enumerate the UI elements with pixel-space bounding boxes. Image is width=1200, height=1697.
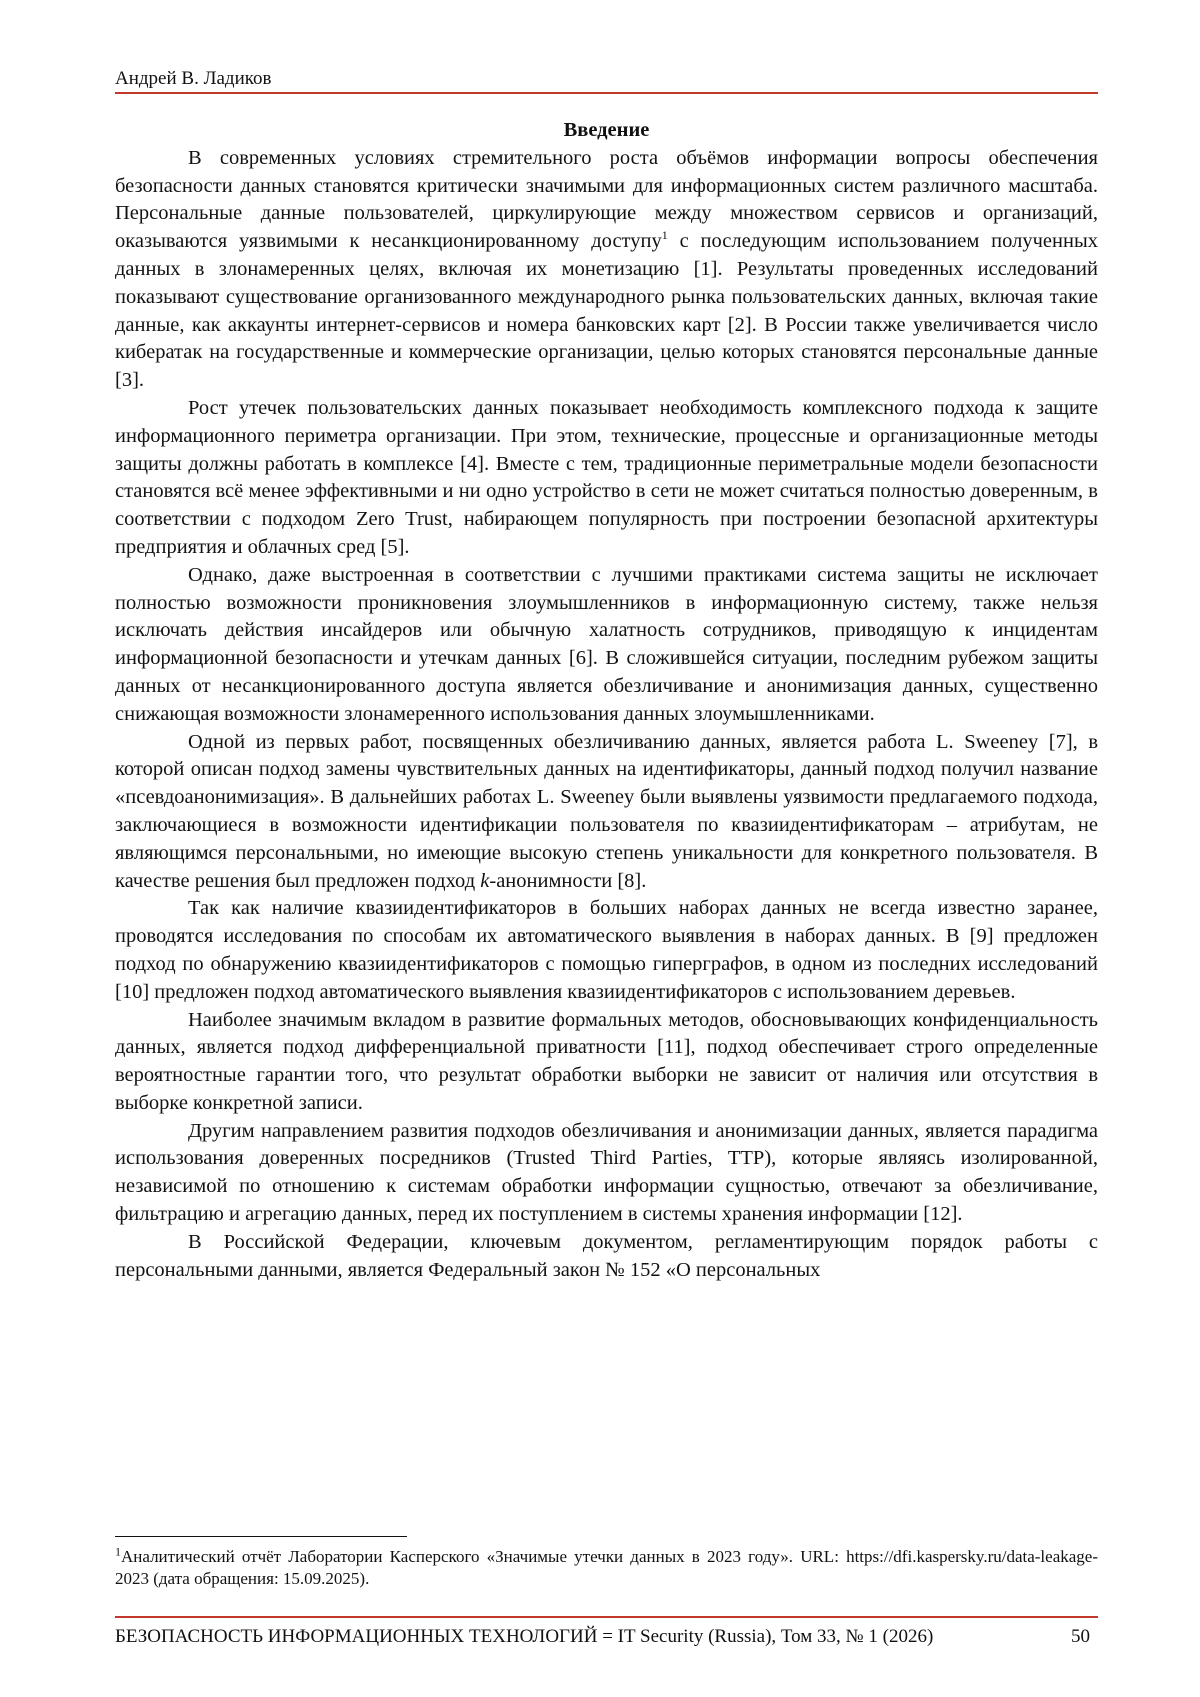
paragraph-4: [115, 729, 1098, 896]
journal-title: БЕЗОПАСНОСТЬ ИНФОРМАЦИОННЫХ ТЕХНОЛОГИЙ = IT Security (Russia), Том 33, № 1 (2026): [115, 1626, 934, 1647]
section-title: Введение: [563, 119, 650, 141]
footnote-text: Аналитический отчёт Лаборатории Касперского «Значимые утечки данных в 2023 году». URL: https://dfi.kaspersky.ru/data-leakage-2023 (дата обращения: 15.09.2025).: [115, 1547, 1098, 1588]
footnote-reference[interactable]: 1: [661, 228, 668, 243]
paragraph-4-text-b: -анонимности [8].: [489, 869, 647, 892]
footer-rule: [115, 1616, 1098, 1618]
header-rule: [115, 92, 1098, 94]
paragraph-1: [115, 145, 1098, 395]
footnote-separator: [115, 1536, 407, 1537]
running-header-author: Андрей В. Ладиков: [115, 68, 272, 89]
paragraph-8: В Российской Федерации, ключевым документом, регламентирующим порядок работы с персональными данными, является Федеральный закон № 152 «О персональных: [115, 1230, 1098, 1281]
paragraph-1-text-b: с последующим использованием полученных данных в злонамеренных целях, включая их монетизацию [1]. Результаты проведенных исследований показывают существование организованного международного рынка пользовательских данных, включая такие данные, как аккаунты интернет-сервисов и номера банковских карт [2]. В России также увеличивается число кибератак на государственные и коммерческие организации, целью которых становятся персональные данные [3].: [115, 230, 1098, 392]
running-footer: [115, 1625, 1098, 1649]
page-number: 50: [1071, 1626, 1090, 1647]
footnote-marker: 1: [115, 1544, 121, 1559]
paragraph-5: Так как наличие квазиидентификаторов в больших наборах данных не всегда известно заранее, проводятся исследования по способам их автоматического выявления в наборах данных. В [9] предложен подход по обнаружению квазиидентификаторов с помощью гиперграфов, в одном из последних исследований [10] предложен подход автоматического выявления квазиидентификаторов с использованием деревьев.: [115, 897, 1098, 1003]
paragraph-3: Однако, даже выстроенная в соответствии с лучшими практиками система защиты не исключает полностью возможности проникновения злоумышленников в информационную систему, также нельзя исключать действия инсайдеров или обычную халатность сотрудников, приводящую к инцидентам информационной безопасности и утечкам данных [6]. В сложившейся ситуации, последним рубежом защиты данных от несанкционированного доступа является обезличивание и анонимизация данных, существенно снижающая возможности злонамеренного использования данных злоумышленниками.: [115, 563, 1098, 725]
article-body: [115, 117, 1098, 1284]
paragraph-2: Рост утечек пользовательских данных показывает необходимость комплексного подхода к защите информационного периметра организации. При этом, технические, процессные и организационные методы защиты должны работать в комплексе [4]. Вместе с тем, традиционные периметральные модели безопасности становятся всё менее эффективными и ни одно устройство в сети не может считаться полностью доверенным, в соответствии с подходом Zero Trust, набирающем популярность при построении безопасной архитектуры предприятия и облачных сред [5].: [115, 396, 1098, 558]
paragraph-7: Другим направлением развития подходов обезличивания и анонимизации данных, является парадигма использования доверенных посредников (Trusted Third Parties, TTP), которые являясь изолированной, независимой по отношению к системам обработки информации сущностью, отвечают за обезличивание, фильтрацию и агрегацию данных, перед их поступлением в системы хранения информации [12].: [115, 1119, 1098, 1226]
k-symbol: k: [480, 869, 490, 892]
paragraph-6: Наиболее значимым вкладом в развитие формальных методов, обосновывающих конфиденциальность данных, является подход дифференциальной приватности [11], подход обеспечивает строго определенные вероятностные гарантии того, что результат обработки выборки не зависит от наличия или отсутствия в выборке конкретной записи.: [115, 1008, 1098, 1114]
footnote: [115, 1546, 1098, 1590]
paragraph-1-text-a: В современных условиях стремительного роста объёмов информации вопросы обеспечения безопасности данных становятся критически значимыми для информационных систем различного масштаба. Персональные данные пользователей, циркулирующие между множеством сервисов и организаций, оказываются уязвимыми к несанкционированному доступу: [115, 146, 1098, 253]
paragraph-4-text-a: Одной из первых работ, посвященных обезличиванию данных, является работа L. Sweeney [7], в которой описан подход замены чувствительных данных на идентификаторы, данный подход получил название «псевдоанонимизация». В дальнейших работах L. Sweeney были выявлены уязвимости предлагаемого подхода, заключающиеся в возможности идентификации пользователя по квазиидентификаторам – атрибутам, не являющимся персональными, но имеющие высокую степень уникальности для конкретного пользователя. В качестве решения был предложен подход: [115, 730, 1098, 892]
